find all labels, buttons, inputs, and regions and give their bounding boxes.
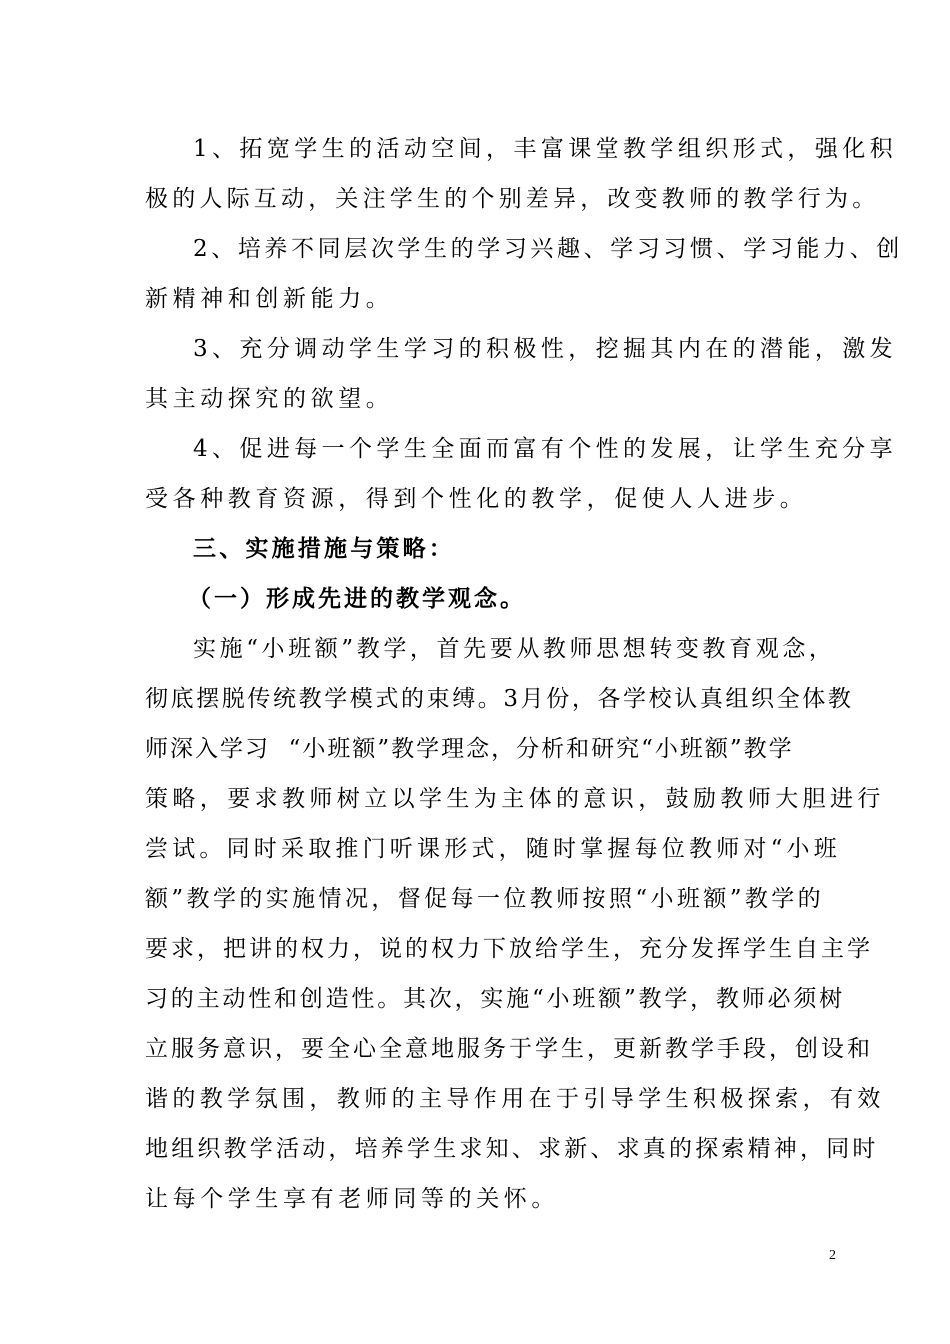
paragraph-5-line-3: 师深入学习 “小班额”教学理念，分析和研究“小班额”教学 xyxy=(145,736,794,762)
paragraph-5-line-6: 额”教学的实施情况，督促每一位教师按照“小班额”教学的 xyxy=(145,886,825,912)
paragraph-5-line-5: 尝试。同时采取推门听课形式，随时掌握每位教师对“小班 xyxy=(145,836,841,862)
paragraph-5-line-2: 彻底摆脱传统教学模式的束缚。3月份，各学校认真组织全体教 xyxy=(145,686,854,712)
paragraph-2-line-1: 2、培养不同层次学生的学习兴趣、学习习惯、学习能力、创 xyxy=(193,236,903,262)
paragraph-4-line-2: 受各种教育资源，得到个性化的教学，促使人人进步。 xyxy=(145,486,808,512)
section-heading: 三、实施措施与策略： xyxy=(193,536,455,562)
subsection-heading: （一）形成先进的教学观念。 xyxy=(188,586,526,612)
paragraph-5-line-12: 让每个学生享有老师同等的关怀。 xyxy=(145,1186,559,1212)
paragraph-5-line-10: 谐的教学氛围，教师的主导作用在于引导学生积极探索，有效 xyxy=(145,1086,885,1112)
paragraph-4-line-1: 4、促进每一个学生全面而富有个性的发展，让学生充分享 xyxy=(193,436,898,462)
paragraph-3-line-2: 其主动探究的欲望。 xyxy=(145,386,394,412)
paragraph-5-line-11: 地组织教学活动，培养学生求知、求新、求真的探索精神，同时 xyxy=(145,1136,879,1162)
paragraph-5-line-1: 实施“小班额”教学，首先要从教师思想转变教育观念， xyxy=(193,636,836,662)
paragraph-5-line-9: 立服务意识，要全心全意地服务于学生，更新教学手段，创设和 xyxy=(145,1036,873,1062)
page-number: 2 xyxy=(829,1248,836,1263)
paragraph-5-line-8: 习的主动性和创造性。其次，实施“小班额”教学，教师必须树 xyxy=(145,986,845,1012)
paragraph-5-line-4: 策略，要求教师树立以学生为主体的意识，鼓励教师大胆进行 xyxy=(145,786,885,812)
paragraph-1-line-1: 1、拓宽学生的活动空间，丰富课堂教学组织形式，强化积 xyxy=(193,136,898,162)
paragraph-5-line-7: 要求，把讲的权力，说的权力下放给学生，充分发挥学生自主学 xyxy=(145,936,873,962)
paragraph-1-line-2: 极的人际互动，关注学生的个别差异，改变教师的教学行为。 xyxy=(145,186,880,212)
paragraph-2-line-2: 新精神和创新能力。 xyxy=(145,286,394,312)
paragraph-3-line-1: 3、充分调动学生学习的积极性，挖掘其内在的潜能，激发 xyxy=(193,336,898,362)
